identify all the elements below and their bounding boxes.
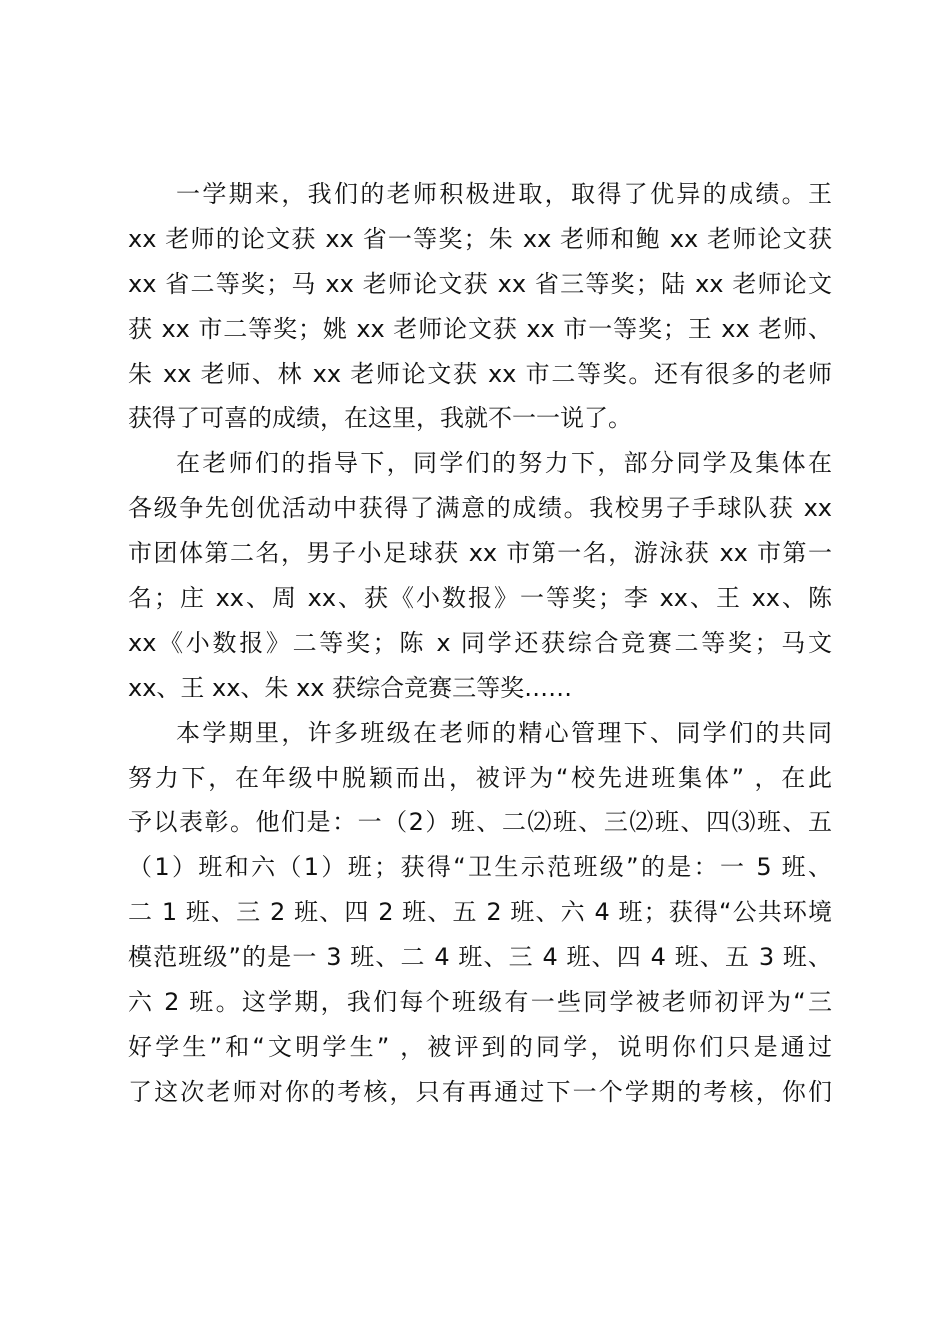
text-line: 获 xx 市二等奖；姚 xx 老师论文获 xx 市一等奖；王 xx 老师、 bbox=[128, 314, 832, 343]
text-line: 朱 xx 老师、林 xx 老师论文获 xx 市二等奖。还有很多的老师 bbox=[128, 359, 832, 388]
text-line: （1）班和六（1）班；获得“卫生示范班级”的是：一 5 班、 bbox=[128, 853, 832, 882]
text-line: 各级争先创优活动中获得了满意的成绩。我校男子手球队获 xx bbox=[128, 494, 832, 523]
text-line: 一学期来，我们的老师积极进取，取得了优异的成绩。王 bbox=[176, 180, 832, 208]
text-line: xx《小数报》二等奖；陈 x 同学还获综合竞赛二等奖；马文 bbox=[128, 628, 832, 657]
paragraph-student-achievements bbox=[128, 441, 832, 710]
text-line: xx 省二等奖；马 xx 老师论文获 xx 省三等奖；陆 xx 老师论文 bbox=[128, 269, 832, 298]
document-body bbox=[128, 172, 832, 1115]
text-line: 在老师们的指导下，同学们的努力下，部分同学及集体在 bbox=[176, 449, 832, 478]
text-line: 二 1 班、三 2 班、四 2 班、五 2 班、六 4 班；获得“公共环境 bbox=[128, 898, 832, 927]
paragraph-class-awards bbox=[128, 711, 832, 1115]
text-line: 予以表彰。他们是：一（2）班、二⑵班、三⑵班、四⑶班、五 bbox=[128, 808, 832, 837]
text-line: 获得了可喜的成绩，在这里，我就不一一说了。 bbox=[128, 404, 632, 433]
text-line: 六 2 班。这学期，我们每个班级有一些同学被老师初评为“三 bbox=[128, 988, 832, 1017]
text-line: 市团体第二名，男子小足球获 xx 市第一名，游泳获 xx 市第一 bbox=[128, 539, 832, 568]
text-line: xx、王 xx、朱 xx 获综合竞赛三等奖…… bbox=[128, 673, 573, 702]
text-line: 好学生”和“文明学生” ，被评到的同学，说明你们只是通过 bbox=[128, 1032, 832, 1061]
paragraph-teacher-achievements bbox=[128, 172, 832, 441]
text-line: 努力下，在年级中脱颖而出，被评为“校先进班集体” ，在此 bbox=[128, 763, 832, 792]
text-line: 本学期里，许多班级在老师的精心管理下、同学们的共同 bbox=[176, 718, 832, 747]
text-line: 名；庄 xx、周 xx、获《小数报》一等奖；李 xx、王 xx、陈 bbox=[128, 584, 832, 613]
text-line: 模范班级”的是一 3 班、二 4 班、三 4 班、四 4 班、五 3 班、 bbox=[128, 943, 832, 972]
text-line: xx 老师的论文获 xx 省一等奖；朱 xx 老师和鲍 xx 老师论文获 bbox=[128, 224, 832, 253]
text-line: 了这次老师对你的考核，只有再通过下一个学期的考核，你们 bbox=[128, 1077, 832, 1106]
